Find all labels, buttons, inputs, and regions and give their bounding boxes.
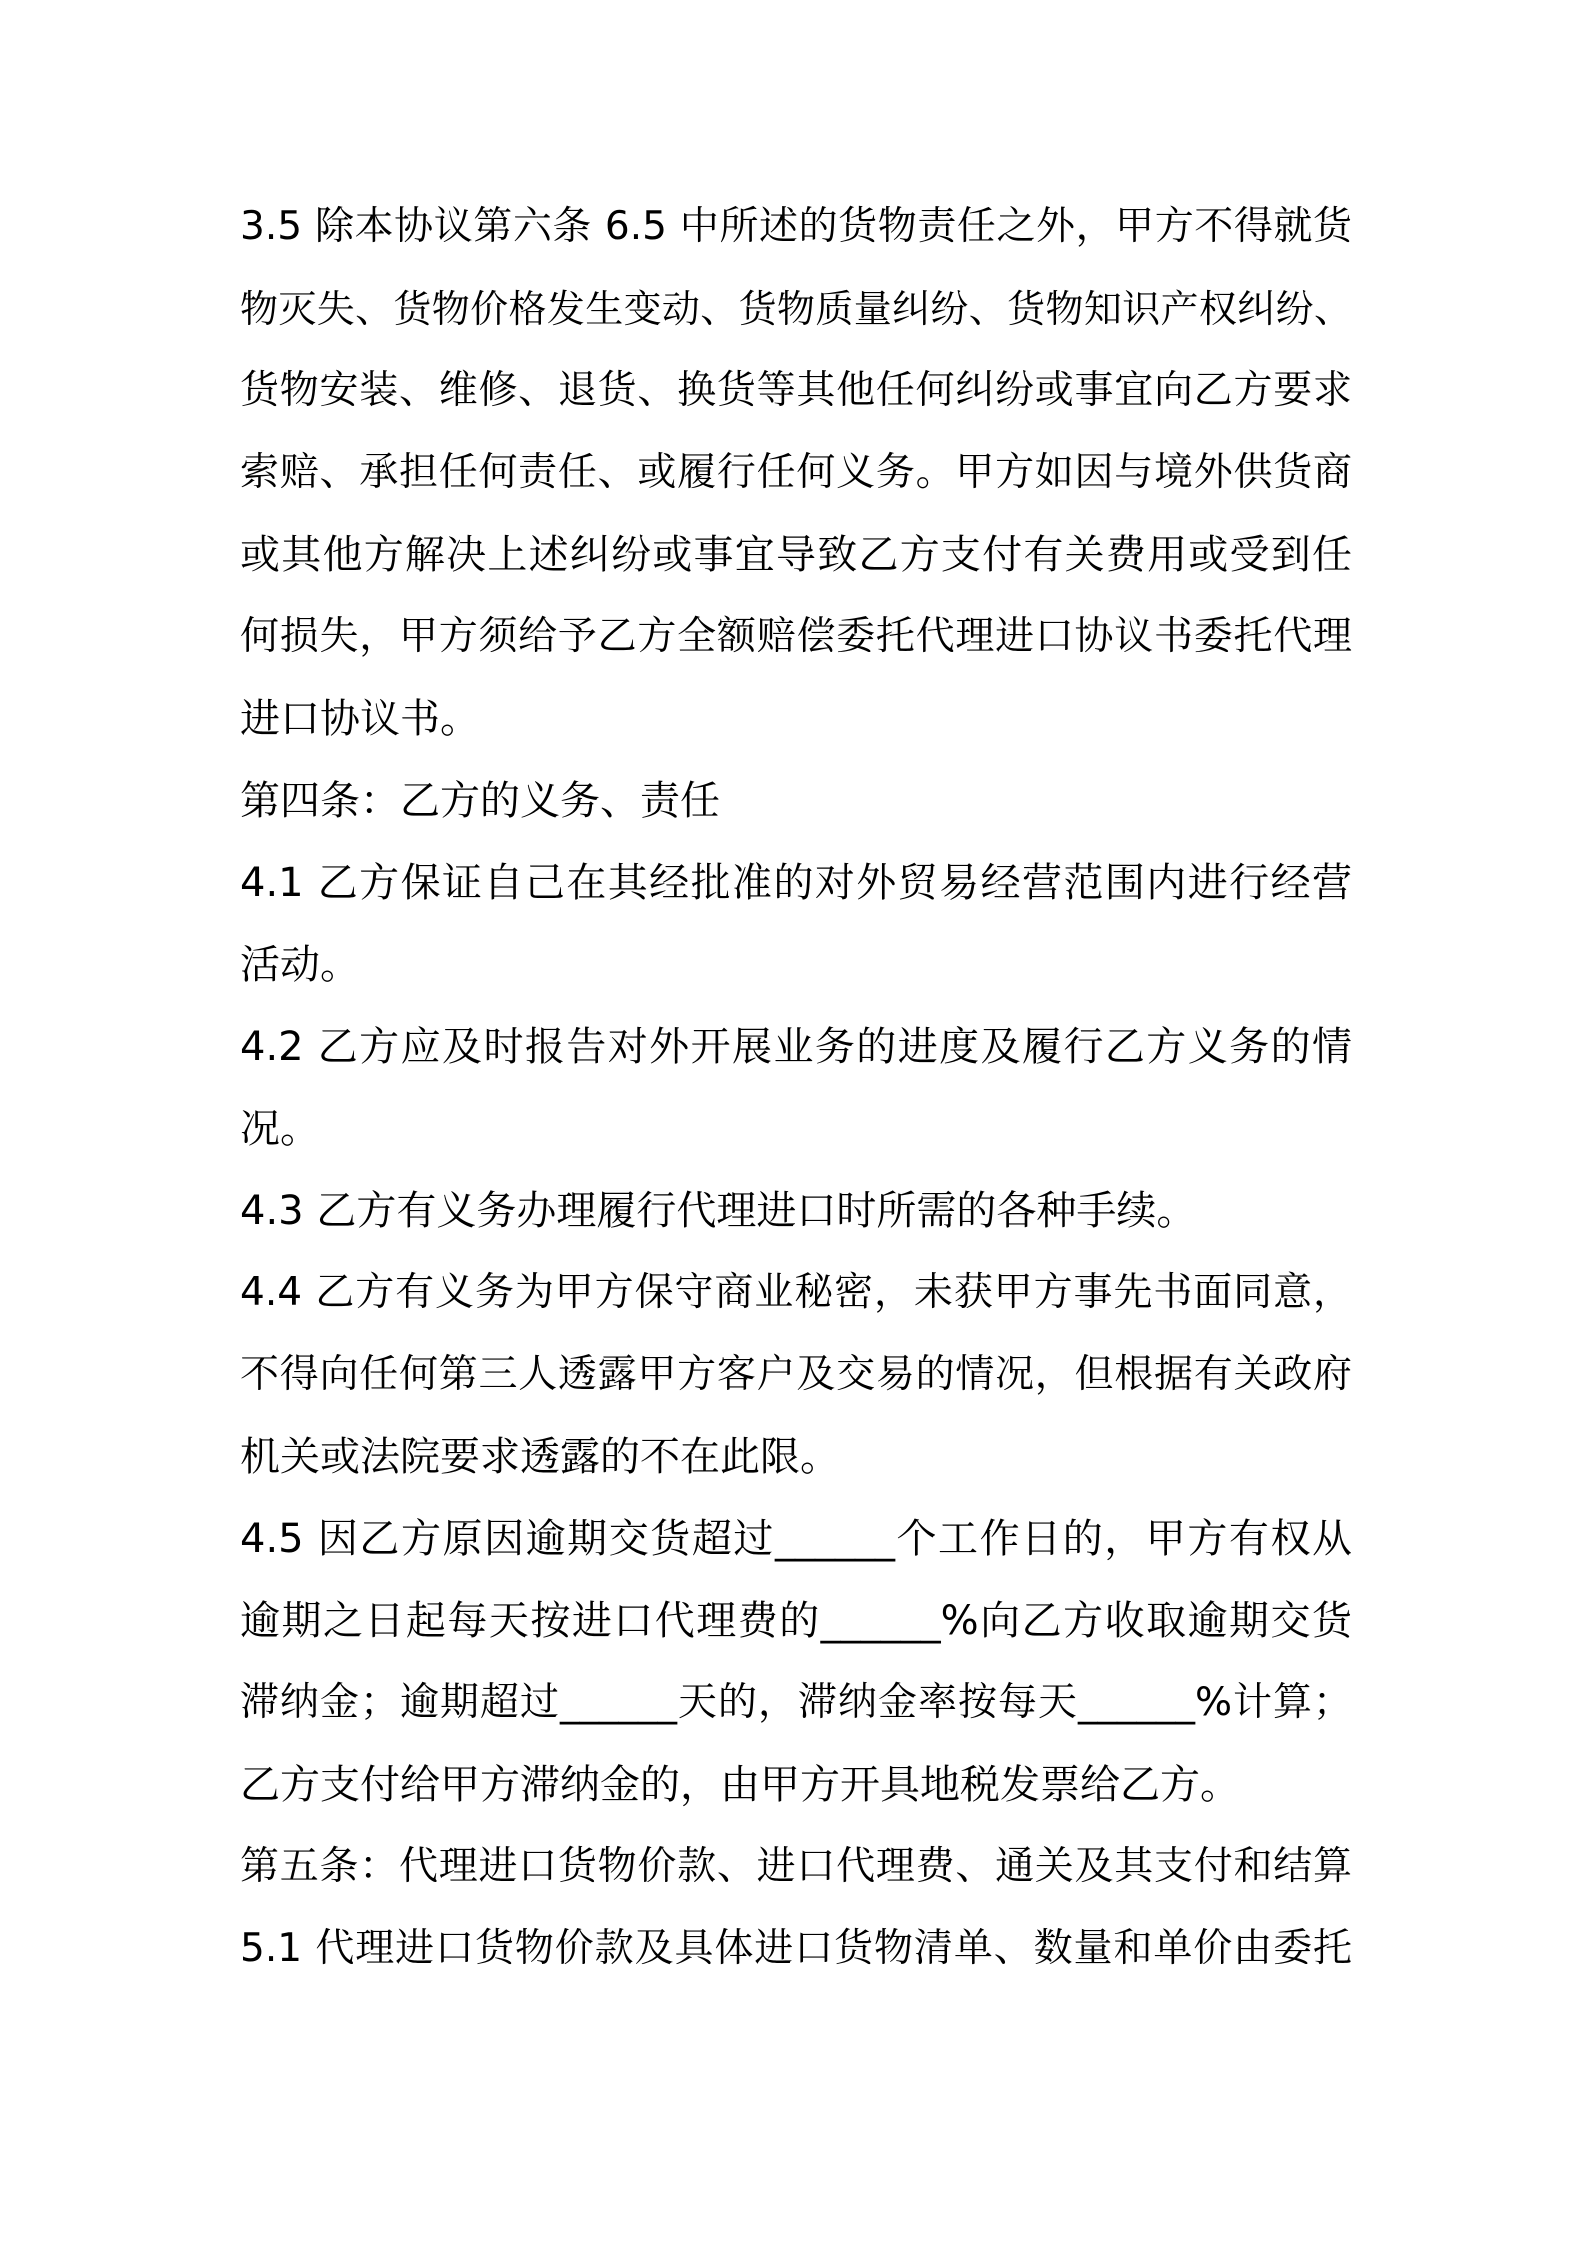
text-line: 或其他方解决上述纠纷或事宜导致乙方支付有关费用或受到任	[240, 532, 1352, 578]
text-line: 4.1 乙方保证自己在其经批准的对外贸易经营范围内进行经营	[240, 860, 1352, 906]
text-line: 况。	[240, 1106, 320, 1152]
text-line: 活动。	[240, 942, 360, 988]
text-line: 物灭失、货物价格发生变动、货物质量纠纷、货物知识产权纠纷、	[240, 287, 1352, 331]
text-line: 不得向任何第三人透露甲方客户及交易的情况，但根据有关政府	[240, 1352, 1352, 1397]
section-heading: 第五条：代理进口货物价款、进口代理费、通关及其支付和结算	[240, 1844, 1352, 1889]
text-line: 货物安装、维修、退货、换货等其他任何纠纷或事宜向乙方要求	[240, 368, 1352, 413]
text-line: 4.5 因乙方原因逾期交货超过______个工作日的，甲方有权从	[240, 1516, 1352, 1562]
text-line: 进口协议书。	[240, 696, 480, 742]
text-line: 滞纳金；逾期超过______天的，滞纳金率按每天______%计算；	[240, 1680, 1352, 1725]
text-line: 3.5 除本协议第六条 6.5 中所述的货物责任之外，甲方不得就货	[240, 204, 1352, 249]
text-line: 4.4 乙方有义务为甲方保守商业秘密，未获甲方事先书面同意，	[240, 1270, 1352, 1315]
text-line: 何损失，甲方须给予乙方全额赔偿委托代理进口协议书委托代理	[240, 614, 1352, 659]
text-line: 4.3 乙方有义务办理履行代理进口时所需的各种手续。	[240, 1188, 1197, 1234]
text-line: 逾期之日起每天按进口代理费的______%向乙方收取逾期交货	[240, 1598, 1352, 1644]
document-page	[240, 186, 1352, 1990]
text-line: 5.1 代理进口货物价款及具体进口货物清单、数量和单价由委托	[240, 1926, 1352, 1971]
text-line: 4.2 乙方应及时报告对外开展业务的进度及履行乙方义务的情	[240, 1024, 1352, 1070]
section-heading: 第四条：乙方的义务、责任	[240, 778, 720, 824]
text-line: 索赔、承担任何责任、或履行任何义务。甲方如因与境外供货商	[240, 450, 1352, 495]
text-line: 乙方支付给甲方滞纳金的，由甲方开具地税发票给乙方。	[240, 1762, 1240, 1808]
text-line: 机关或法院要求透露的不在此限。	[240, 1434, 840, 1480]
